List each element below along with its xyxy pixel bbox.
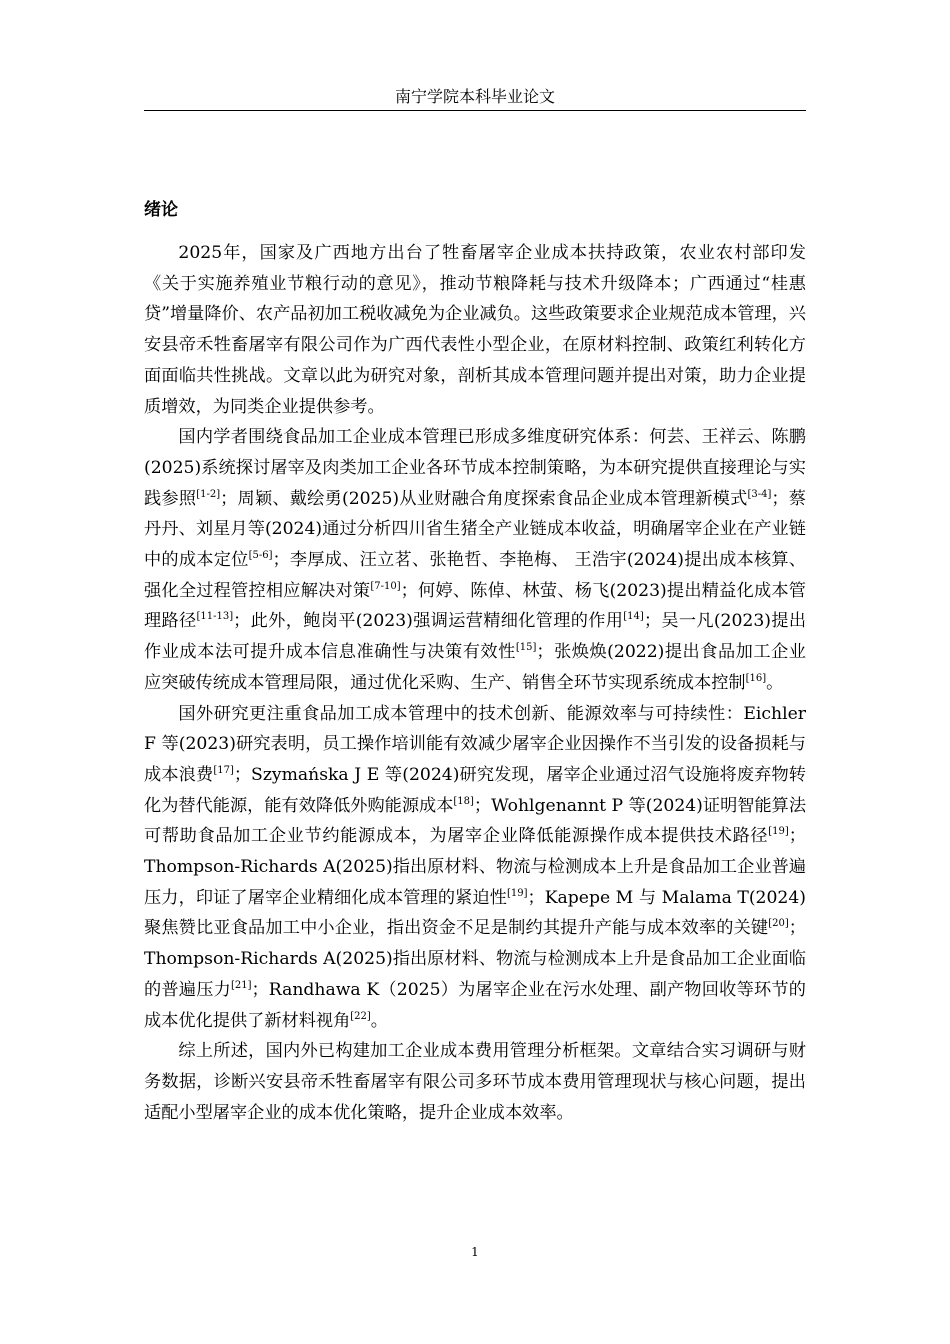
citation-ref: [5-6] — [248, 550, 273, 562]
text-run: 。 — [766, 672, 784, 693]
text-run: 。 — [370, 1010, 388, 1031]
paragraph — [144, 238, 806, 422]
citation-ref: [11-13] — [196, 611, 234, 623]
citation-ref: [15] — [515, 642, 537, 654]
text-run: ；Kapepe M 与 Malama T(2024)聚焦赞比亚食品加工中小企业，指出资金不足是制约其提升产能与成本效率的关键 — [144, 887, 806, 939]
citation-ref: [3-4] — [747, 488, 772, 500]
text-run: ；Randhawa K（2025）为屠宰企业在污水处理、副产物回收等环节的成本优化提供了新材料视角 — [144, 979, 806, 1031]
citation-ref: [18] — [453, 795, 474, 807]
text-run: ；Thompson-Richards A(2025)指出原材料、物流与检测成本上升是食品加工企业普遍压力，印证了屠宰企业精细化成本管理的紧迫性 — [144, 826, 806, 908]
citation-ref: [17] — [213, 764, 234, 776]
text-run: ；Wohlgenannt P 等(2024)证明智能算法可帮助食品加工企业节约能源成本，为屠宰企业降低能源操作成本提供技术路径 — [144, 795, 807, 847]
text-run: ；周颖、戴绘勇(2025)从业财融合角度探索食品企业成本管理新模式 — [220, 488, 748, 509]
paragraph — [144, 1036, 806, 1128]
text-run: ；Thompson-Richards A(2025)指出原材料、物流与检测成本上升是食品加工企业面临的普遍压力 — [144, 918, 806, 1000]
page-number: 1 — [471, 1245, 479, 1259]
text-run: ；蔡丹丹、刘星月等(2024)通过分析四川省生猪全产业链成本收益，明确屠宰企业在产业链中的成本定位 — [144, 488, 806, 571]
citation-ref: [21] — [231, 979, 252, 991]
text-run: 综上所述，国内外已构建加工企业成本费用管理分析框架。文章结合实习调研与财务数据，诊断兴安县帝禾牲畜屠宰有限公司多环节成本费用管理现状与核心问题，提出适配小型屠宰企业的成本优化策略，提升企业成本效率。 — [144, 1041, 806, 1123]
body-text — [144, 238, 806, 1128]
text-run: 国外研究更注重食品加工成本管理中的技术创新、能源效率与可持续性：Eichler F 等(2023)研究表明，员工操作培训能有效减少屠宰企业因操作不当引发的设备损耗与成本浪费 — [144, 703, 806, 785]
paragraph — [144, 422, 806, 698]
citation-ref: [19] — [506, 887, 528, 899]
text-run: ；李厚成、汪立茗、张艳哲、李艳梅、 王浩宇(2024)提出成本核算、强化全过程管控相应解决对策 — [144, 550, 806, 601]
section-title: 绪论 — [144, 200, 178, 220]
header-rule — [144, 110, 806, 111]
paragraph — [144, 699, 806, 1037]
text-run: 国内学者围绕食品加工企业成本管理已形成多维度研究体系：何芸、王祥云、陈鹏(2025)系统探讨屠宰及肉类加工企业各环节成本控制策略，为本研究提供直接理论与实践参照 — [144, 427, 806, 509]
citation-ref: [19] — [768, 826, 789, 838]
text-run: ；Szymańska J E 等(2024)研究发现，屠宰企业通过沼气设施将废弃物转化为替代能源，能有效降低外购能源成本 — [144, 764, 806, 816]
text-run: ；张焕焕(2022)提出食品加工企业应突破传统成本管理局限，通过优化采购、生产、销售全环节实现系统成本控制 — [144, 642, 806, 693]
text-run: ；何婷、陈倬、林萤、杨飞(2023)提出精益化成本管理路径 — [144, 580, 806, 632]
text-run: 2025年，国家及广西地方出台了牲畜屠宰企业成本扶持政策，农业农村部印发《关于实施养殖业节粮行动的意见》，推动节粮降耗与技术升级降本；广西通过“桂惠贷”增量降价、农产品初加工税收减免为企业减负。这些政策要求企业规范成本管理，兴安县帝禾牲畜屠宰有限公司作为广西代表性小型企业，在原材料控制、政策红利转化方面面临共性挑战。文章以此为研究对象，剖析其成本管理问题并提出对策，助力企业提质增效，为同类企业提供参考。 — [144, 243, 806, 417]
citation-ref: [20] — [768, 918, 789, 930]
text-run: ；吴一凡(2023)提出作业成本法可提升成本信息准确性与决策有效性 — [144, 611, 807, 663]
citation-ref: [1-2] — [196, 488, 221, 500]
citation-ref: [14] — [623, 611, 644, 623]
running-header: 南宁学院本科毕业论文 — [394, 87, 555, 106]
text-run: ；此外，鲍岗平(2023)强调运营精细化管理的作用 — [233, 611, 624, 632]
citation-ref: [16] — [745, 672, 767, 684]
citation-ref: [22] — [350, 1010, 371, 1022]
citation-ref: [7-10] — [370, 580, 401, 592]
